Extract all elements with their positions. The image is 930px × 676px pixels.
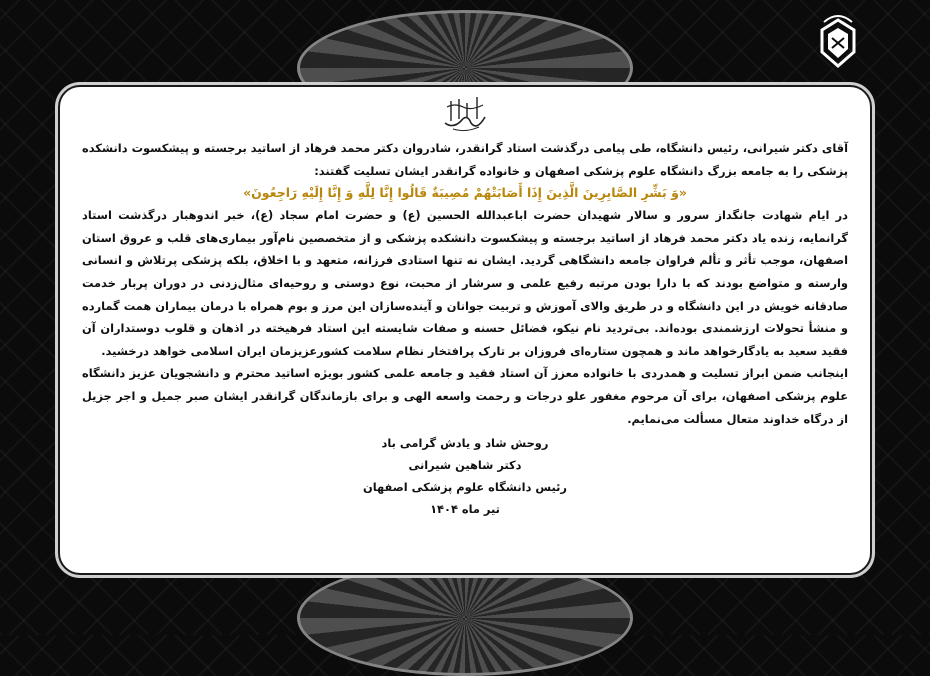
calligraphy-besmeh-taala-icon — [439, 93, 491, 133]
body-paragraph-2: اینجانب ضمن ابراز تسلیت و همدردی با خانواده معزز آن استاد فقید و جامعه علمی کشور بویژه اساتید محترم و دانشجویان عزیز دانشگاه علوم پزشکی اصفهان، برای آن مرحوم مغفور علو درجات و رحمت واسعه الهی و برای بازماندگان گرانقدر ایشان صبر جمیل و اجر جزیل از درگاه خداوند متعال مسألت می‌نمایم. — [82, 366, 848, 426]
intro-paragraph: آقای دکتر شیرانی، رئیس دانشگاه، طی پیامی درگذشت استاد گرانقدر، شادروان دکتر محمد فرهاد از اساتید برجسته و پیشکسوت دانشکده پزشکی را به جامعه بزرگ دانشگاه علوم پزشکی اصفهان و خانواده گرانقدر ایشان تسلیت گفتند: — [82, 141, 848, 178]
signature-block — [82, 432, 848, 520]
signature-wish: روحش شاد و یادش گرامی باد — [381, 436, 549, 451]
decorative-ornament-bottom — [297, 560, 633, 676]
signature-name: دکتر شاهین شیرانی — [408, 458, 522, 473]
signature-title: رئیس دانشگاه علوم پزشکی اصفهان — [363, 480, 567, 495]
quran-verse: «وَ بَشِّرِ الصَّابِرِینَ الَّذِینَ إِذَا أَصَابَتْهُمْ مُصِیبَةٌ قَالُوا إِنَّا لِلَّهِ وَ إِنَّا إِلَیْهِ رَاجِعُونَ» — [243, 185, 687, 201]
university-emblem-icon — [818, 8, 858, 70]
body-paragraph-1: در ایام شهادت جانگداز سرور و سالار شهیدان حضرت اباعبدالله الحسین (ع) و حضرت امام سجاد (ع)، خبر اندوهبار درگذشت استاد گرانمایه، زنده یاد دکتر محمد فرهاد از اساتید برجسته و پیشکسوت دانشکده پزشکی و از متخصصین نام‌آور بیماری‌های قلب و عروق استان اصفهان، موجب تأثر و تألم فراوان جامعه دانشگاهی گردید. ایشان نه تنها استادی فرزانه، متعهد و با اخلاق، بلکه پزشکی پرتلاش و انسانی وارسته و متواضع بودند که با دارا بودن مرتبه رفیع علمی و سرشار از محبت، نوع دوستی و روحیه‌ای مثال‌زدنی در دوران پربار خدمت صادقانه خویش در این دانشگاه و در طریق والای آموزش و تربیت جوانان و آینده‌سازان این مرز و بوم همراه با درمان بیماران همت گمارده و منشأ تحولات ارزشمندی بوده‌اند. بی‌تردید نام نیکو، فضائل حسنه و صفات شایسته این استاد فرهیخته در اذهان و قلوب دوستداران آن فقید سعید به یادگارخواهد ماند و همچون ستاره‌ای فروزان بر تارک پرافتخار نظام سلامت کشورعزیزمان ایران اسلامی خواهد درخشید. — [82, 208, 848, 358]
signature-date: تیر ماه ۱۴۰۴ — [430, 502, 500, 517]
condolence-message-card — [58, 85, 872, 575]
